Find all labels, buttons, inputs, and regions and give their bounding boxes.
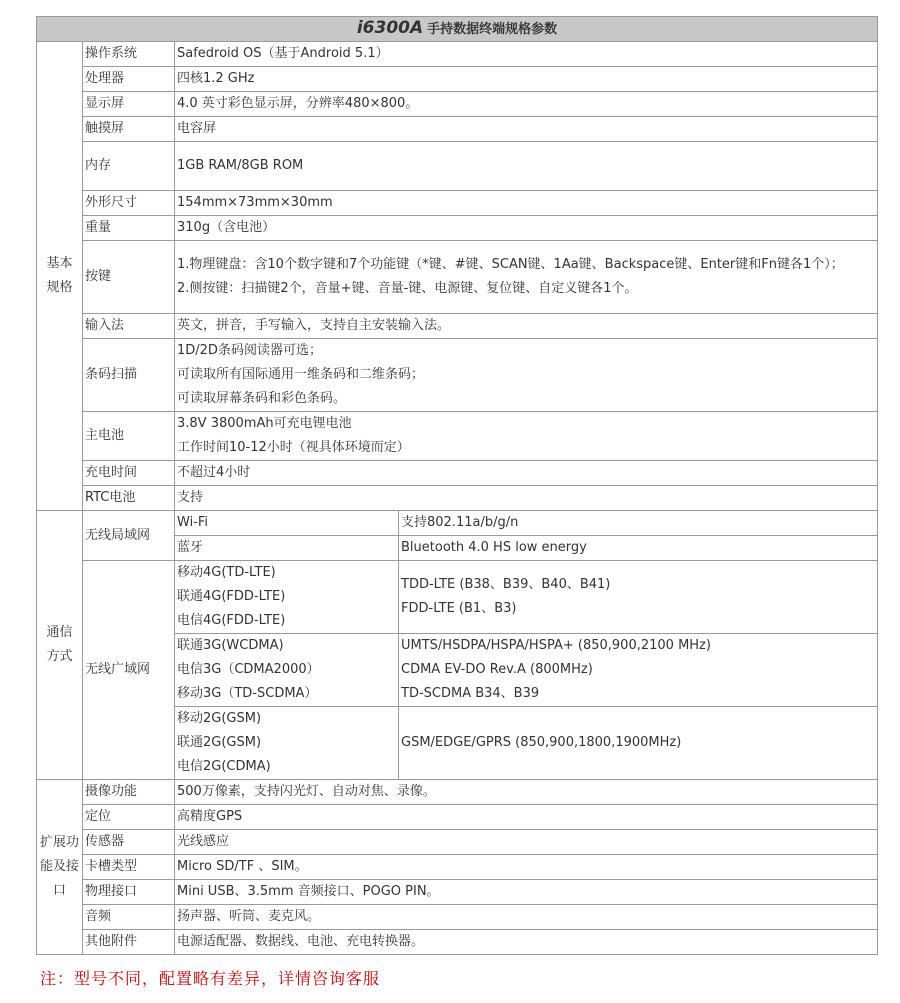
- table-row: [37, 830, 878, 855]
- table-row: [37, 339, 878, 412]
- row-value: 英文，拼音，手写输入，支持自主安装输入法。: [175, 314, 878, 339]
- table-row: [37, 117, 878, 142]
- row-label: 主电池: [83, 412, 175, 461]
- row-label: 重量: [83, 216, 175, 241]
- table-row: [37, 314, 878, 339]
- row-label: 条码扫描: [83, 339, 175, 412]
- row-value: Mini USB、3.5mm 音频接口、POGO PIN。: [175, 880, 878, 905]
- table-row: [37, 780, 878, 805]
- table-row: [37, 805, 878, 830]
- row-name: 联通3G(WCDMA) 电信3G（CDMA2000） 移动3G（TD-SCDMA）: [175, 634, 399, 707]
- table-row: [37, 486, 878, 511]
- row-label: 音频: [83, 905, 175, 930]
- row-label: 处理器: [83, 67, 175, 92]
- row-label: 触摸屏: [83, 117, 175, 142]
- wlan-label: 无线局域网: [83, 511, 175, 561]
- row-label: 外形尺寸: [83, 191, 175, 216]
- table-row: [37, 930, 878, 955]
- spec-table: [36, 16, 878, 955]
- row-value: 3.8V 3800mAh可充电锂电池 工作时间10-12小时（视具体环境而定）: [175, 412, 878, 461]
- table-row: [37, 905, 878, 930]
- row-value: 扬声器、听筒、麦克风。: [175, 905, 878, 930]
- row-value: 1GB RAM/8GB ROM: [175, 142, 878, 191]
- table-row: [37, 461, 878, 486]
- category-ext: 扩展功 能及接 口: [37, 780, 83, 955]
- row-value: TDD-LTE (B38、B39、B40、B41) FDD-LTE (B1、B3): [399, 561, 878, 634]
- row-value: 电源适配器、数据线、电池、充电转换器。: [175, 930, 878, 955]
- row-label: 物理接口: [83, 880, 175, 905]
- row-value: 不超过4小时: [175, 461, 878, 486]
- table-row: [37, 511, 878, 536]
- row-value: 电容屏: [175, 117, 878, 142]
- row-label: 操作系统: [83, 42, 175, 67]
- row-label: 传感器: [83, 830, 175, 855]
- model-name: i6300A: [356, 18, 424, 38]
- row-value: 光线感应: [175, 830, 878, 855]
- title-row: [37, 17, 878, 42]
- row-value: Safedroid OS（基于Android 5.1）: [175, 42, 878, 67]
- table-row: [37, 880, 878, 905]
- category-basic: 基本 规格: [37, 42, 83, 511]
- row-name: Wi-Fi: [175, 511, 399, 536]
- table-title: [37, 17, 878, 42]
- row-value: 154mm×73mm×30mm: [175, 191, 878, 216]
- table-row: [37, 241, 878, 314]
- row-label: 卡槽类型: [83, 855, 175, 880]
- table-row: [37, 561, 878, 634]
- table-row: [37, 855, 878, 880]
- row-label: RTC电池: [83, 486, 175, 511]
- wwan-label: 无线广域网: [83, 561, 175, 780]
- row-value: 支持: [175, 486, 878, 511]
- table-row: [37, 191, 878, 216]
- row-value: 4.0 英寸彩色显示屏，分辨率480×800。: [175, 92, 878, 117]
- row-label: 摄像功能: [83, 780, 175, 805]
- row-value: 310g（含电池）: [175, 216, 878, 241]
- row-label: 内存: [83, 142, 175, 191]
- table-row: [37, 412, 878, 461]
- row-value: Bluetooth 4.0 HS low energy: [399, 536, 878, 561]
- row-label: 输入法: [83, 314, 175, 339]
- table-row: [37, 216, 878, 241]
- row-label: 显示屏: [83, 92, 175, 117]
- row-label: 充电时间: [83, 461, 175, 486]
- row-name: 蓝牙: [175, 536, 399, 561]
- table-row: [37, 92, 878, 117]
- row-value: UMTS/HSDPA/HSPA/HSPA+ (850,900,2100 MHz) CDMA EV-DO Rev.A (800MHz) TD-SCDMA B34、B39: [399, 634, 878, 707]
- row-name: 移动2G(GSM) 联通2G(GSM) 电信2G(CDMA): [175, 707, 399, 780]
- row-value: 四核1.2 GHz: [175, 67, 878, 92]
- category-comm: 通信 方式: [37, 511, 83, 780]
- row-value: Micro SD/TF 、SIM。: [175, 855, 878, 880]
- table-row: [37, 42, 878, 67]
- row-value: 1.物理键盘：含10个数字键和7个功能键（*键、#键、SCAN键、1Aa键、Backspace键、Enter键和Fn键各1个）； 2.侧按键：扫描键2个，音量+键、音量-键、电源键、复位键、自定义键各1个。: [175, 241, 878, 314]
- table-row: [37, 67, 878, 92]
- row-value: 1D/2D条码阅读器可选； 可读取所有国际通用一维条码和二维条码； 可读取屏幕条码和彩色条码。: [175, 339, 878, 412]
- row-value: 500万像素，支持闪光灯、自动对焦、录像。: [175, 780, 878, 805]
- title-text: 手持数据终端规格参数: [427, 22, 558, 37]
- row-label: 按键: [83, 241, 175, 314]
- table-row: [37, 142, 878, 191]
- row-label: 其他附件: [83, 930, 175, 955]
- row-value: 支持802.11a/b/g/n: [399, 511, 878, 536]
- row-value: GSM/EDGE/GPRS (850,900,1800,1900MHz): [399, 707, 878, 780]
- footer-note: 注：型号不同，配置略有差异，详情咨询客服: [40, 969, 381, 988]
- row-name: 移动4G(TD-LTE) 联通4G(FDD-LTE) 电信4G(FDD-LTE): [175, 561, 399, 634]
- row-label: 定位: [83, 805, 175, 830]
- row-value: 高精度GPS: [175, 805, 878, 830]
